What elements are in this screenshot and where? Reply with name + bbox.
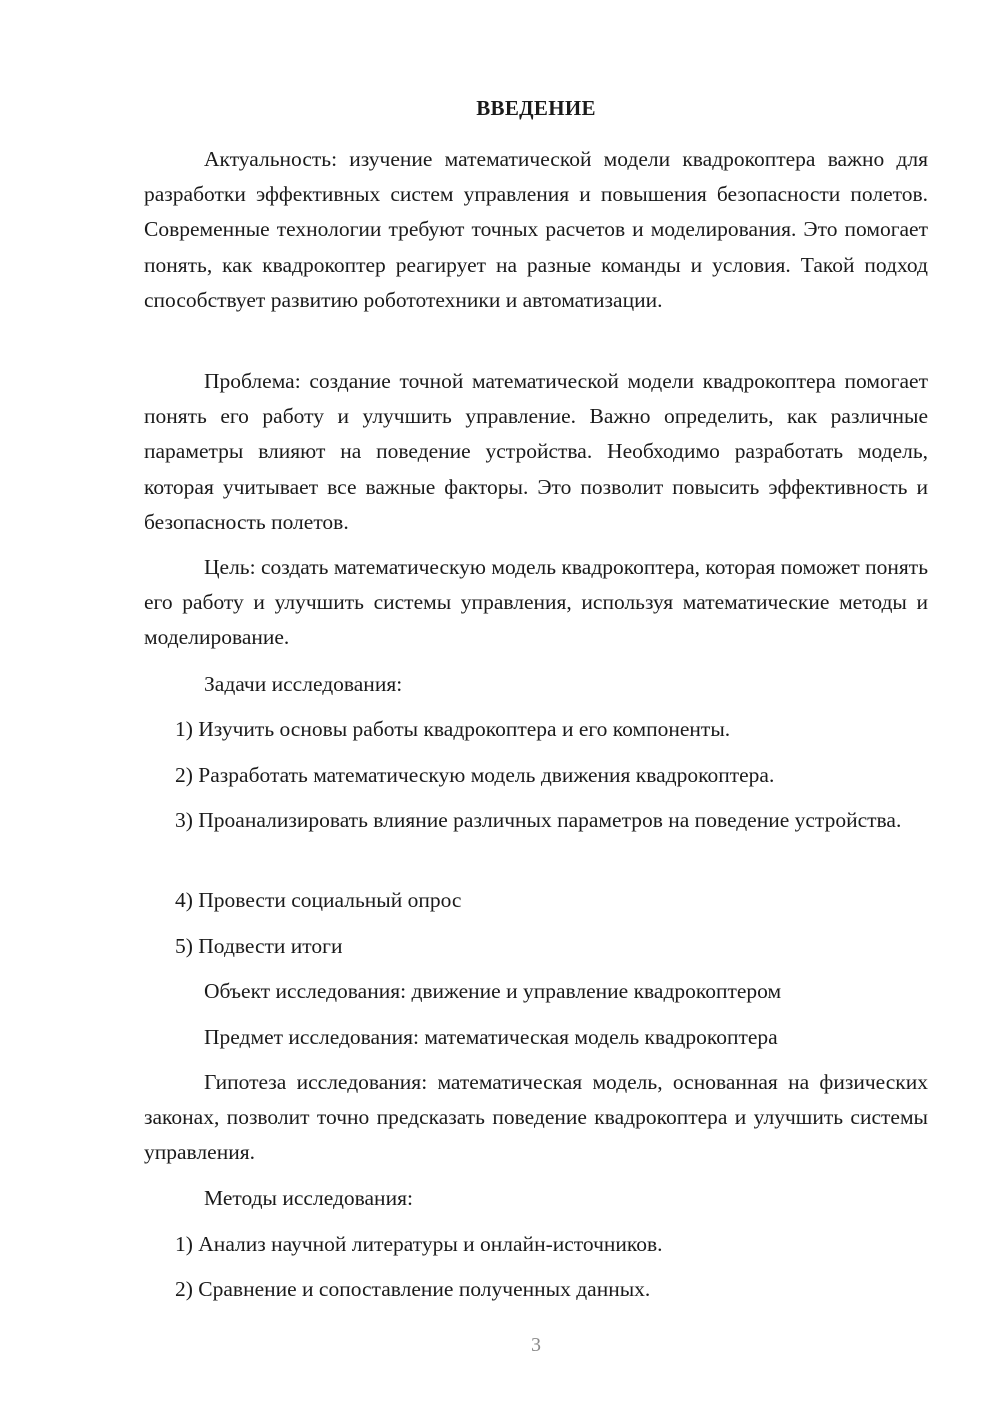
page-title: ВВЕДЕНИЕ <box>476 96 596 120</box>
page-number: 3 <box>531 1334 541 1356</box>
task-item-3: 3) Проанализировать влияние различных параметров на поведение устройства. <box>175 808 902 832</box>
method-item-2: 2) Сравнение и сопоставление полученных данных. <box>175 1277 651 1301</box>
method-item-1: 1) Анализ научной литературы и онлайн-источников. <box>175 1232 663 1256</box>
research-object: Объект исследования: движение и управление квадрокоптером <box>204 979 782 1003</box>
paragraph-relevance: Актуальность: изучение математической модели квадрокоптера важно для разработки эффективных систем управления и повышения безопасности полетов. Современные технологии требуют точных расчетов и моделирования. Это помогает понять, как квадрокоптер реагирует на разные команды и условия. Такой подход способствует развитию робототехники и автоматизации. <box>144 147 928 312</box>
paragraph-goal: Цель: создать математическую модель квадрокоптера, которая поможет понять его работу и улучшить системы управления, используя математические методы и моделирование. <box>144 555 928 650</box>
task-item-4: 4) Провести социальный опрос <box>175 888 462 912</box>
paragraph-problem: Проблема: создание точной математической модели квадрокоптера помогает понять его работу и улучшить управление. Важно определить, как различные параметры влияют на поведение устройства. Необходимо разработать модель, которая учитывает все важные факторы. Это позволит повысить эффективность и безопасность полетов. <box>144 369 928 534</box>
research-subject: Предмет исследования: математическая модель квадрокоптера <box>204 1025 778 1049</box>
research-hypothesis: Гипотеза исследования: математическая модель, основанная на физических законах, позволит точно предсказать поведение квадрокоптера и улучшить системы управления. <box>144 1070 928 1165</box>
methods-heading: Методы исследования: <box>204 1186 413 1210</box>
tasks-heading: Задачи исследования: <box>204 672 403 696</box>
task-item-2: 2) Разработать математическую модель движения квадрокоптера. <box>175 763 775 787</box>
task-item-1: 1) Изучить основы работы квадрокоптера и его компоненты. <box>175 717 731 741</box>
task-item-5: 5) Подвести итоги <box>175 934 343 958</box>
